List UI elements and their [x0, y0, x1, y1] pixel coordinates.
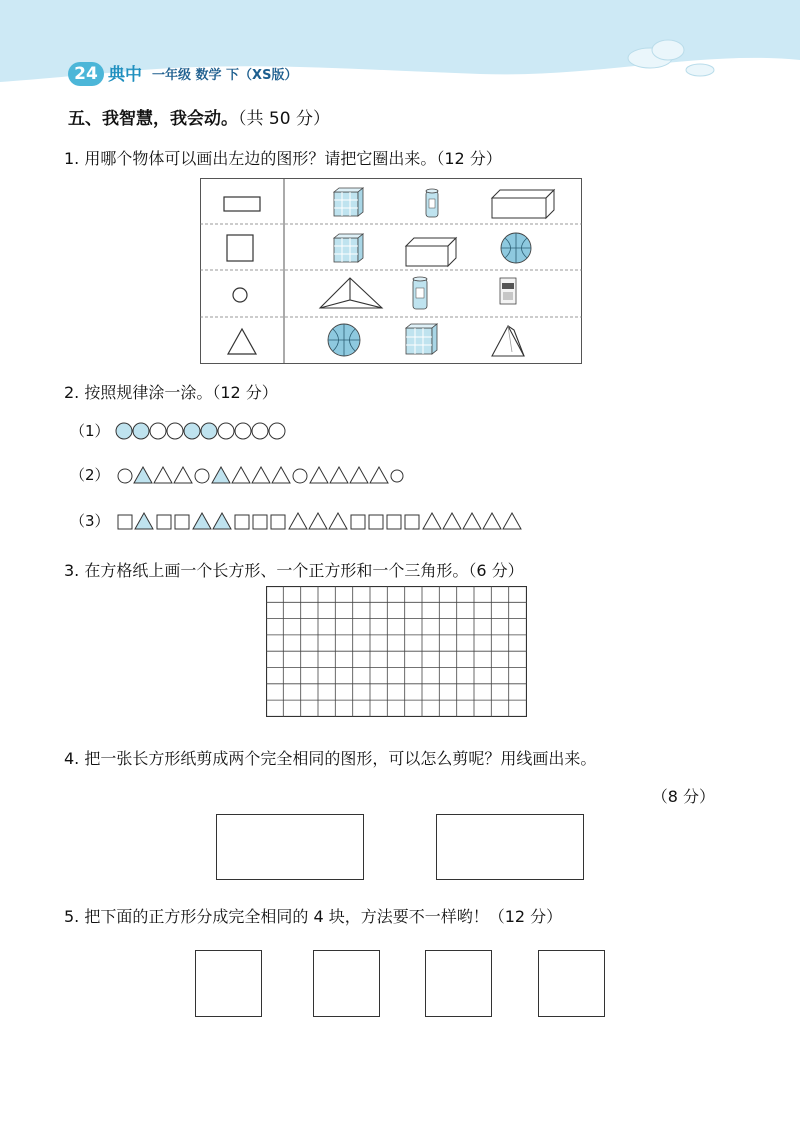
cuboid-box-icon: [406, 238, 456, 266]
milk-carton-icon: [500, 278, 516, 304]
square-2[interactable]: [313, 950, 380, 1017]
pattern-3-shapes: [114, 508, 544, 534]
section-score: （共 50 分）: [238, 109, 330, 129]
page-number-badge: 24: [68, 62, 104, 86]
question-3-text: 3. 在方格纸上画一个长方形、一个正方形和一个三角形。（6 分）: [64, 561, 524, 580]
basketball-icon: [328, 324, 360, 356]
page-header: [0, 0, 800, 100]
section-heading: 五、我智慧，我会动。: [68, 109, 238, 129]
grid-paper[interactable]: [266, 586, 527, 717]
question-5-text: 5. 把下面的正方形分成完全相同的 4 块，方法要不一样哟！（12 分）: [64, 907, 563, 926]
rectangle-paper-2[interactable]: [436, 814, 584, 880]
book-logo: 典中: [108, 65, 142, 85]
square-4[interactable]: [538, 950, 605, 1017]
pattern-3-label: （3）: [70, 512, 110, 530]
book-title: 一年级 数学 下（XS版）: [152, 68, 298, 83]
basketball-icon: [501, 233, 531, 263]
question-1-text: 1. 用哪个物体可以画出左边的图形？请把它圈出来。（12 分）: [64, 149, 502, 168]
rectangle-paper-1[interactable]: [216, 814, 364, 880]
question-4-text: 4. 把一张长方形纸剪成两个完全相同的图形，可以怎么剪呢？用线画出来。: [64, 749, 597, 768]
rubiks-cube-icon: [334, 234, 363, 262]
rubiks-cube-icon: [406, 324, 437, 354]
cuboid-box-icon: [492, 190, 554, 218]
square-1[interactable]: [195, 950, 262, 1017]
question-2-text: 2. 按照规律涂一涂。（12 分）: [64, 383, 278, 402]
battery-cylinder-icon: [426, 189, 438, 217]
pattern-2-label: （2）: [70, 466, 110, 484]
rubiks-cube-icon: [334, 188, 363, 216]
battery-cylinder-icon: [413, 277, 427, 309]
pattern-2-shapes: [114, 462, 404, 488]
section-title: [68, 104, 330, 129]
question-4-score: （8 分）: [651, 787, 715, 806]
question-1-shape-table: [200, 178, 582, 364]
header-decoration: [0, 0, 800, 100]
pattern-1-circles: [114, 418, 294, 444]
pattern-1-label: （1）: [70, 422, 110, 440]
square-3[interactable]: [425, 950, 492, 1017]
